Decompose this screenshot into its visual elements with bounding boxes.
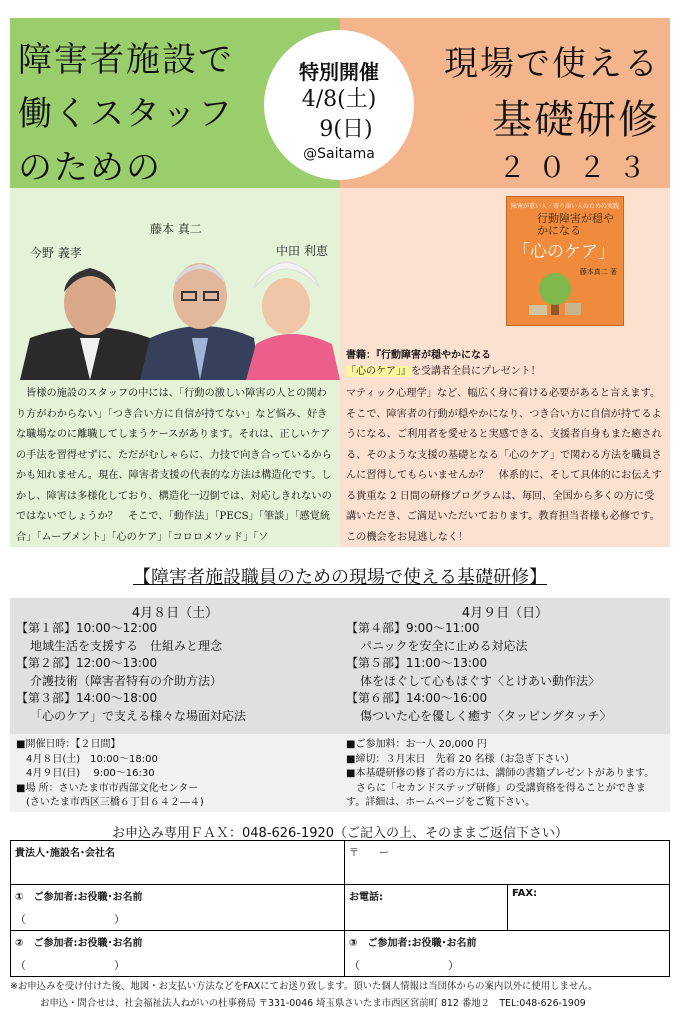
- book-cover-author: 藤本真二 著: [579, 268, 617, 276]
- session-time: 【第６部】14:00〜16:00: [346, 691, 488, 705]
- book-cover-title: 行動障害が穏やかになる: [537, 212, 614, 238]
- org-name-label: 貴法人･施設名･会社名: [15, 848, 115, 859]
- participant-3-field[interactable]: [345, 931, 670, 977]
- special-label: 特別開催: [299, 60, 379, 84]
- participant-2-field[interactable]: [11, 931, 345, 977]
- schedule-day1: [10, 598, 340, 734]
- participant-1-paren: （ ）: [15, 913, 125, 926]
- book-cover-top: 障害が重い人・寄り添い人のための実践: [511, 203, 620, 210]
- session-time: 【第２部】12:00〜13:00: [16, 656, 158, 670]
- session-time: 【第５部】11:00〜13:00: [346, 656, 488, 670]
- book-cover-big: 「心のケア」: [513, 242, 615, 262]
- info-line: ■本基礎研修の修了者の方には、講師の書籍プレゼントがあります。: [346, 768, 655, 779]
- header-right-line-1: 現場で使える: [444, 44, 660, 84]
- session-title: 傷ついた心を優しく癒す〈タッピングタッチ〉: [360, 708, 612, 723]
- fax-label: FAX:: [512, 888, 538, 899]
- session-title: 介護技術（障害者特有の介助方法）: [30, 673, 223, 688]
- session-time: 【第１部】10:00〜12:00: [16, 621, 158, 635]
- event-location: @Saitama: [303, 146, 375, 162]
- schedule-day2-list: [346, 620, 666, 725]
- session-time: 【第４部】9:00〜11:00: [346, 621, 480, 635]
- info-line: 4月９日(日) 9:00〜16:30: [16, 768, 155, 779]
- header-year: ２０２３: [497, 151, 658, 184]
- fax-field[interactable]: [508, 885, 670, 931]
- speakers-photo-area: [10, 188, 340, 380]
- speaker-name-nakata: 中田 利恵: [276, 244, 328, 258]
- participant-2-paren: （ ）: [15, 959, 125, 972]
- schedule-day2: [340, 598, 670, 734]
- schedule-day1-list: [16, 620, 336, 725]
- section-title-text: 【障害者施設職員のための現場で使える基礎研修】: [133, 567, 547, 588]
- participant-1-label: ① ご参加者:お役職･お名前: [15, 892, 143, 903]
- book-area: [340, 188, 670, 380]
- info-line: さらに「セカンドステップ研修」の受講資格を得ることができます。詳細は、ホームページをご覧下さい。: [346, 782, 646, 808]
- intro-paragraph-right: マティック心理学」など、幅広く身に着ける必要があると言えます。そこで、障害者の行動が穏やかになり、つき合い方に自信が持てるようになる、ご利用者を愛せると実感できる、支援者自身もまた癒される、そのような支援の基礎となる「心のケア」で関わる方法を職員さんに習得してもらいませんか？ 体系的に、そして具体的にお伝えする貴重な 2 日間の研修プログラムは、毎回、全国から多くの方に受講いただき、ご満足いただいております。教育担当者様も必修です。この機会をお見逃しなく！: [346, 388, 662, 543]
- event-date-2: 9(日): [319, 117, 373, 142]
- section-title: [0, 563, 680, 589]
- session-title: パニックを安全に止める対応法: [360, 638, 528, 653]
- address-field[interactable]: [345, 841, 670, 885]
- info-line: (さいたま市西区三橋６丁目６４２―４): [16, 797, 204, 808]
- book-caption-line2: [346, 362, 541, 377]
- session-title: 「心のケア」で支える様々な場面対応法: [30, 708, 247, 723]
- header-right-line-2: 基礎研修: [492, 97, 660, 143]
- header-left-line-2: 働くスタッフ: [18, 94, 234, 134]
- session-title: 地域生活を支援する 仕組みと理念: [30, 638, 223, 653]
- event-date-circle: [264, 30, 414, 180]
- event-date-1: 4/8(土): [301, 87, 377, 112]
- info-line: ■締切：３月末日 先着 20 名様（お急ぎ下さい）: [346, 753, 575, 765]
- speaker-name-fujimoto: 藤本 真二: [150, 222, 202, 236]
- tel-label: お電話:: [349, 892, 383, 903]
- footer-note: ※お申込みを受け付けた後、地図・お支払い方法などをFAXにてお送り致します。頂いた個人情報は当団体からの案内以外に使用しません。: [10, 981, 598, 992]
- header-left-line-1: 障害者施設で: [18, 40, 234, 80]
- book-caption-highlight: 「心のケア」』: [346, 366, 411, 377]
- book-caption-rest: を受講者全員にプレゼント！: [411, 366, 541, 377]
- participant-2-label: ② ご参加者:お役職･お名前: [15, 938, 143, 949]
- schedule-day1-heading: 4月８日（土）: [131, 606, 219, 621]
- speakers-photo: [10, 188, 340, 380]
- session-time: 【第３部】14:00〜18:00: [16, 691, 158, 705]
- info-line: ■場 所：さいたま市市西部文化センター: [16, 782, 199, 794]
- zip-label: 〒 ー: [349, 848, 389, 859]
- info-line: ■開催日時：【２日間】: [16, 739, 121, 750]
- participant-3-paren: （ ）: [349, 959, 459, 972]
- session-title: 体をほぐして心もほぐす〈とけあい動作法〉: [360, 673, 601, 688]
- org-name-field[interactable]: [11, 841, 345, 885]
- intro-text-left: [10, 380, 340, 547]
- intro-text-right: [340, 380, 670, 547]
- application-form: [10, 840, 670, 977]
- event-info-left: [10, 734, 340, 812]
- book-cover: [506, 196, 624, 326]
- fax-title: お申込み専用ＦＡＸ：048-626-1920（ご記入の上、そのままご返信下さい）: [111, 826, 569, 841]
- footer-contact: お申込・問合せは、社会福祉法人ねがいの杜事務局 〒331-0046 埼玉県さいたま市西区宮前町 812 番地２ TEL:048-626-1909: [40, 998, 586, 1009]
- participant-1-field[interactable]: [11, 885, 345, 931]
- speaker-name-konno: 今野 義孝: [30, 246, 82, 260]
- info-line: ■ご参加料：お一人 20,000 円: [346, 739, 487, 750]
- book-caption-line1: 書籍：『行動障害が穏やかになる: [346, 350, 491, 361]
- intro-paragraph-left: 皆様の施設のスタッフの中には、「行動の激しい障害の人との関わり方がわからない」「つき合い方に自信が持てない」など悩み、好きな職場なのに離職してしまうケースがあります。それは、正しいケアの手法を習得せずに、ただがむしゃらに、力技で向き合っているからかも知れません。現在、障害者支援の代表的な方法は構造化です。しかし、障害は多様化しており、構造化一辺倒では、対応しきれないのではないでしょうか？ そこで、「動作法」「PECS」「筆談」「感覚統合」「ムーブメント」「心のケア」「コロロメソッド」「ソ: [16, 388, 332, 543]
- participant-3-label: ③ ご参加者:お役職･お名前: [349, 938, 477, 949]
- tel-field[interactable]: [345, 885, 508, 931]
- schedule-day2-heading: 4月９日（日）: [461, 606, 549, 621]
- info-line: 4月８日(土) 10:00〜18:00: [16, 753, 158, 765]
- header-left-line-3: のための: [18, 148, 162, 188]
- event-info-right: [340, 734, 670, 812]
- tree-illustration-icon: [527, 271, 583, 315]
